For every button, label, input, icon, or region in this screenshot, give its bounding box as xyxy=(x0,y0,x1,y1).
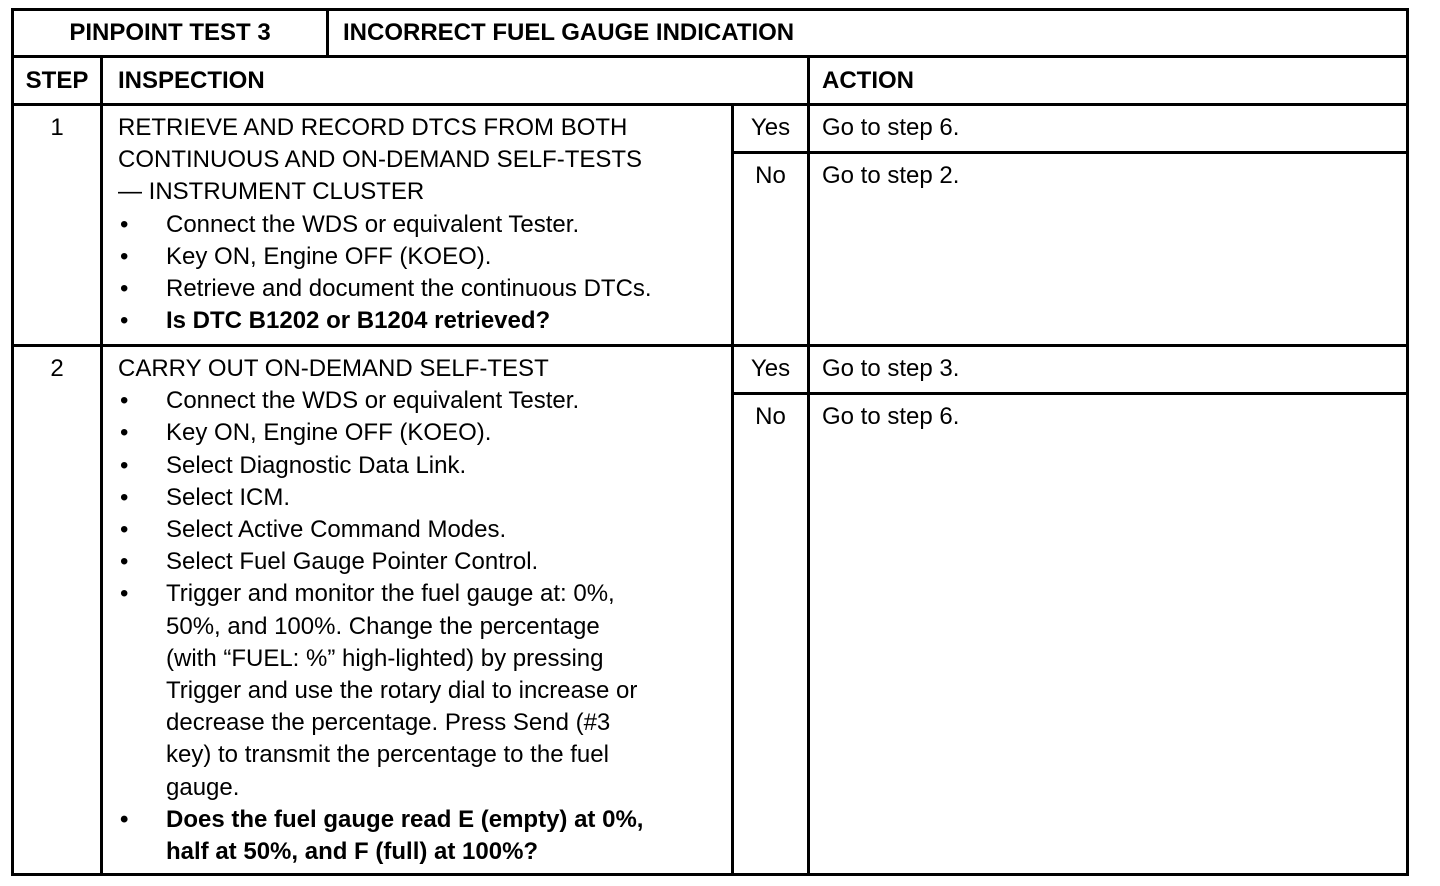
bullet-glyph: • xyxy=(120,242,129,270)
no-label: No xyxy=(755,403,786,430)
bullet-text: Key ON, Engine OFF (KOEO). xyxy=(166,419,492,447)
bullet-text-line: gauge. xyxy=(166,773,240,801)
rule-title-bottom xyxy=(14,55,1406,58)
step-question: Is DTC B1202 or B1204 retrieved? xyxy=(166,307,551,335)
list-item xyxy=(118,209,652,241)
step-number: 1 xyxy=(50,114,64,141)
rule-step1-bottom xyxy=(14,344,1406,347)
rule-yesno-col xyxy=(731,106,734,873)
bullet-text: Connect the WDS or equivalent Tester. xyxy=(166,387,580,415)
bullet-glyph: • xyxy=(120,275,129,303)
step-heading-line: — INSTRUMENT CLUSTER xyxy=(118,178,425,206)
bullet-glyph: • xyxy=(120,483,129,511)
step-heading-line: RETRIEVE AND RECORD DTCS FROM BOTH xyxy=(118,114,628,141)
bullet-glyph: • xyxy=(120,516,129,544)
rule-step1-yes-bottom xyxy=(731,151,1406,154)
list-item xyxy=(118,482,643,514)
no-action: Go to step 6. xyxy=(822,403,960,430)
list-item xyxy=(118,241,652,273)
step-inspection xyxy=(118,112,652,337)
rule-action-col xyxy=(807,55,810,873)
step-question-line: Does the fuel gauge read E (empty) at 0%, xyxy=(166,805,644,833)
bullet-glyph: • xyxy=(120,548,129,576)
rule-step2-yes-bottom xyxy=(731,392,1406,395)
step-number: 2 xyxy=(50,355,64,382)
step-heading-line: CONTINUOUS AND ON-DEMAND SELF-TESTS xyxy=(118,146,643,174)
bullet-text-line: Trigger and monitor the fuel gauge at: 0%, xyxy=(166,580,615,608)
bullet-glyph: • xyxy=(120,580,129,608)
bullet-text: Select Fuel Gauge Pointer Control. xyxy=(166,548,539,576)
no-action: Go to step 2. xyxy=(822,162,960,189)
bullet-text: Select Active Command Modes. xyxy=(166,516,507,544)
no-label: No xyxy=(755,162,786,189)
bullet-text: Key ON, Engine OFF (KOEO). xyxy=(166,242,492,270)
list-item xyxy=(118,804,643,868)
column-header-step: STEP xyxy=(25,67,89,94)
test-name: INCORRECT FUEL GAUGE INDICATION xyxy=(343,19,795,46)
bullet-text: Select ICM. xyxy=(166,483,291,511)
rule-header-bottom xyxy=(14,103,1406,106)
pinpoint-test-table xyxy=(11,8,1409,876)
rule-step-col xyxy=(100,55,103,873)
yes-label: Yes xyxy=(750,355,791,382)
bullet-glyph: • xyxy=(120,451,129,479)
rule-title-divider xyxy=(326,11,329,55)
bullet-text: Retrieve and document the continuous DTCs. xyxy=(166,275,652,303)
column-header-inspection: INSPECTION xyxy=(118,67,265,94)
bullet-text-line: 50%, and 100%. Change the percentage xyxy=(166,612,600,640)
list-item xyxy=(118,273,652,305)
list-item xyxy=(118,578,643,803)
yes-action: Go to step 6. xyxy=(822,114,960,141)
bullet-text-line: decrease the percentage. Press Send (#3 xyxy=(166,709,611,737)
test-label: PINPOINT TEST 3 xyxy=(69,19,271,46)
column-header-action: ACTION xyxy=(822,67,914,94)
step-heading-line: CARRY OUT ON-DEMAND SELF-TEST xyxy=(118,355,549,382)
list-item xyxy=(118,514,643,546)
yes-action: Go to step 3. xyxy=(822,355,960,382)
bullet-text: Connect the WDS or equivalent Tester. xyxy=(166,210,580,238)
step-inspection xyxy=(118,353,643,868)
bullet-glyph: • xyxy=(120,387,129,415)
bullet-glyph: • xyxy=(120,307,129,335)
bullet-glyph: • xyxy=(120,419,129,447)
list-item xyxy=(118,385,643,417)
step-bullet-list xyxy=(118,209,652,338)
bullet-glyph: • xyxy=(120,805,129,833)
bullet-text-line: key) to transmit the percentage to the fuel xyxy=(166,741,609,769)
bullet-glyph: • xyxy=(120,210,129,238)
yes-label: Yes xyxy=(750,114,791,141)
list-item xyxy=(118,417,643,449)
step-bullet-list xyxy=(118,385,643,868)
bullet-text: Select Diagnostic Data Link. xyxy=(166,451,467,479)
step-question-line: half at 50%, and F (full) at 100%? xyxy=(166,838,539,866)
bullet-text-line: (with “FUEL: %” high-lighted) by pressing xyxy=(166,644,604,672)
bullet-text-line: Trigger and use the rotary dial to increase or xyxy=(166,677,638,705)
list-item xyxy=(118,546,643,578)
list-item xyxy=(118,450,643,482)
list-item xyxy=(118,305,652,337)
